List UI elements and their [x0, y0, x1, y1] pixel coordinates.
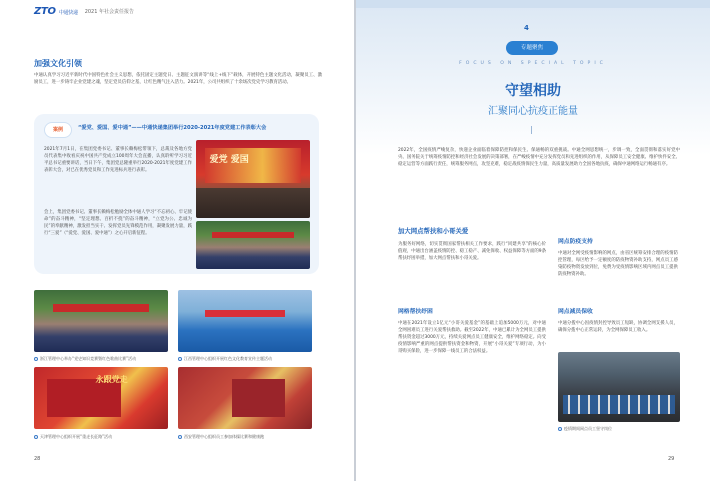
caption-4: 西安管理中心组织员工参加体操比赛和健康跑 — [178, 434, 264, 440]
zto-logo: ZTO 中通快递 — [34, 6, 78, 17]
block1-title: 加大网点帮扶和小哥关爱 — [398, 227, 469, 235]
main-title: 守望相助 — [505, 83, 561, 99]
photo-zhejiang — [34, 290, 168, 352]
caption-3: 天津管理中心组织开展“重走长征路”活动 — [34, 434, 112, 440]
intro-paragraph: 中通认真学习习近平新时代中国特色社会主义思想，依托固定主题党日、主题征文演讲等“线上+线下”载体，开展特色主题文化活动，凝聚员工、激励员工，进一步铸牢企业党建之魂，坚定党员信仰之基，让红色精气注入活力。2021年，公司共组织了十余场次党史学习教育活动。 — [34, 73, 322, 85]
page-number-right: 29 — [668, 456, 675, 462]
title-band — [356, 0, 710, 155]
block3-text: 中通在2021年设立1亿元“小哥关爱基金”的基础上追加5000万元，对中通全网困难员工进行关爱帮扶救助。截至2022年，中通已累计为全网员工提供帮扶资金超过3000万元，持续关爱网点员工健康安全，维护网络稳定。向受疫情影响严重的网点提供帮扶资金和物资，开展“小哥关爱”专项行动，为小哥购买保险，进一步保障一线员工的合法权益。 — [398, 321, 546, 354]
block2-text: 中通对全网受疫情影响的网点，由省区统筹安排合理的疫情防控管理，每区给予一定额度的防疫物资补助支持，网点员工感染防疫物资发放到位，免费为受疫情影响区域内网点员工提供防疫物资补助。 — [558, 251, 678, 277]
caption-1: 浙江管理中心举办“党史知识竞赛暨红色歌曲比赛”活动 — [34, 356, 136, 362]
case-text-2: 会上，集团党委书记、董事长赖梅松勉励全体中通人学习“不忘初心、牢记使命”的奋斗精神，“坚定理想、百折不挠”的奋斗精神，“立党为公、忠诚为民”的奉献精神，激发担当实干、发挥党员先锋模范作用，凝聚发展力量，践行“三爱”（“爱党、爱国、爱中通”）之心开启新征程。 — [44, 210, 192, 236]
photo-stage-ceremony: 爱党 爱国 — [196, 140, 310, 218]
section-pill: 专题聚焦 — [506, 41, 558, 55]
block1-text: 为服务好网络，切实贯彻国家帮扶相关工作要求，践行“同建共享”的核心价值观，中通出台涵盖疫情防控、稳工稳产、减免保收、权益保障等方面的9条帮扶纾困举措，加大网点帮扶和小哥关爱。 — [398, 242, 546, 261]
right-intro: 2022年，全国疫情严峻复杂，快递企业面临着保障防控和保民生、保通畅的双重挑战。中通全网思想统一，步调一致，全面贯彻和落实好党中央、国务院关于统筹疫情防控和经济社会发展的决策部署，在严峻疫情中充分发挥党员和先进组织的作用，从保障员工安全健康、维护快件安全、稳定运营等方面践行责任，统筹服务网点，攻坚克难，稳定战疫情保民生力量，高质量发展助力全国各地抗疫，确保中通网络运行畅通有序。 — [398, 148, 680, 167]
page-header — [34, 6, 134, 17]
case-title: “爱党、爱国、爱中通”——中通快递集团举行2020-2021年度党建工作表彰大会 — [78, 125, 267, 131]
left-page — [0, 0, 354, 481]
block3-title: 网格帮扶纾困 — [398, 309, 433, 315]
caption-right: 疫情期间网点员工坚守岗位 — [558, 426, 612, 432]
sub-title: 汇聚同心抗疫正能量 — [488, 106, 578, 117]
block4-title: 网点减员保收 — [558, 309, 593, 315]
photo-tianjin: 永跟党走 — [34, 367, 168, 429]
photo-xian — [178, 367, 312, 429]
case-text-1: 2021年7月1日，在集团党委书记、董事长赖梅松带领下，总裁及各地方党员代表集中收看庆祝中国共产党成立100周年大会直播，认真聆听学习习近平总书记重要讲话，当日下午，集团党总隆重举行2020-2021年度党建工作表彰大会，对已在优秀党员和工作先进标兵进行表彰。 — [44, 147, 192, 173]
page-number-left: 28 — [34, 456, 41, 462]
photo-audience — [196, 221, 310, 269]
photo-night-staff — [558, 352, 680, 422]
report-title: 2021 年社会责任报告 — [84, 9, 135, 15]
divider — [531, 126, 532, 134]
block4-text: 中通分拨中心因疫情封控导致员工短缺，协调全网支援人员，确保分拨中心正常运转，为全网保障员工收入。 — [558, 321, 678, 333]
right-page — [356, 0, 710, 481]
case-tag: 案例 — [44, 122, 72, 138]
section-heading: 加强文化引领 — [34, 59, 82, 68]
photo-jiangxi — [178, 290, 312, 352]
caption-2: 江西管理中心组织开展红色文化教育宣传主题活动 — [178, 356, 272, 362]
section-number: 4 — [524, 24, 529, 32]
block2-title: 网点防疫支持 — [558, 239, 593, 245]
section-subtitle: FOCUS ON SPECIAL TOPIC — [459, 61, 607, 66]
